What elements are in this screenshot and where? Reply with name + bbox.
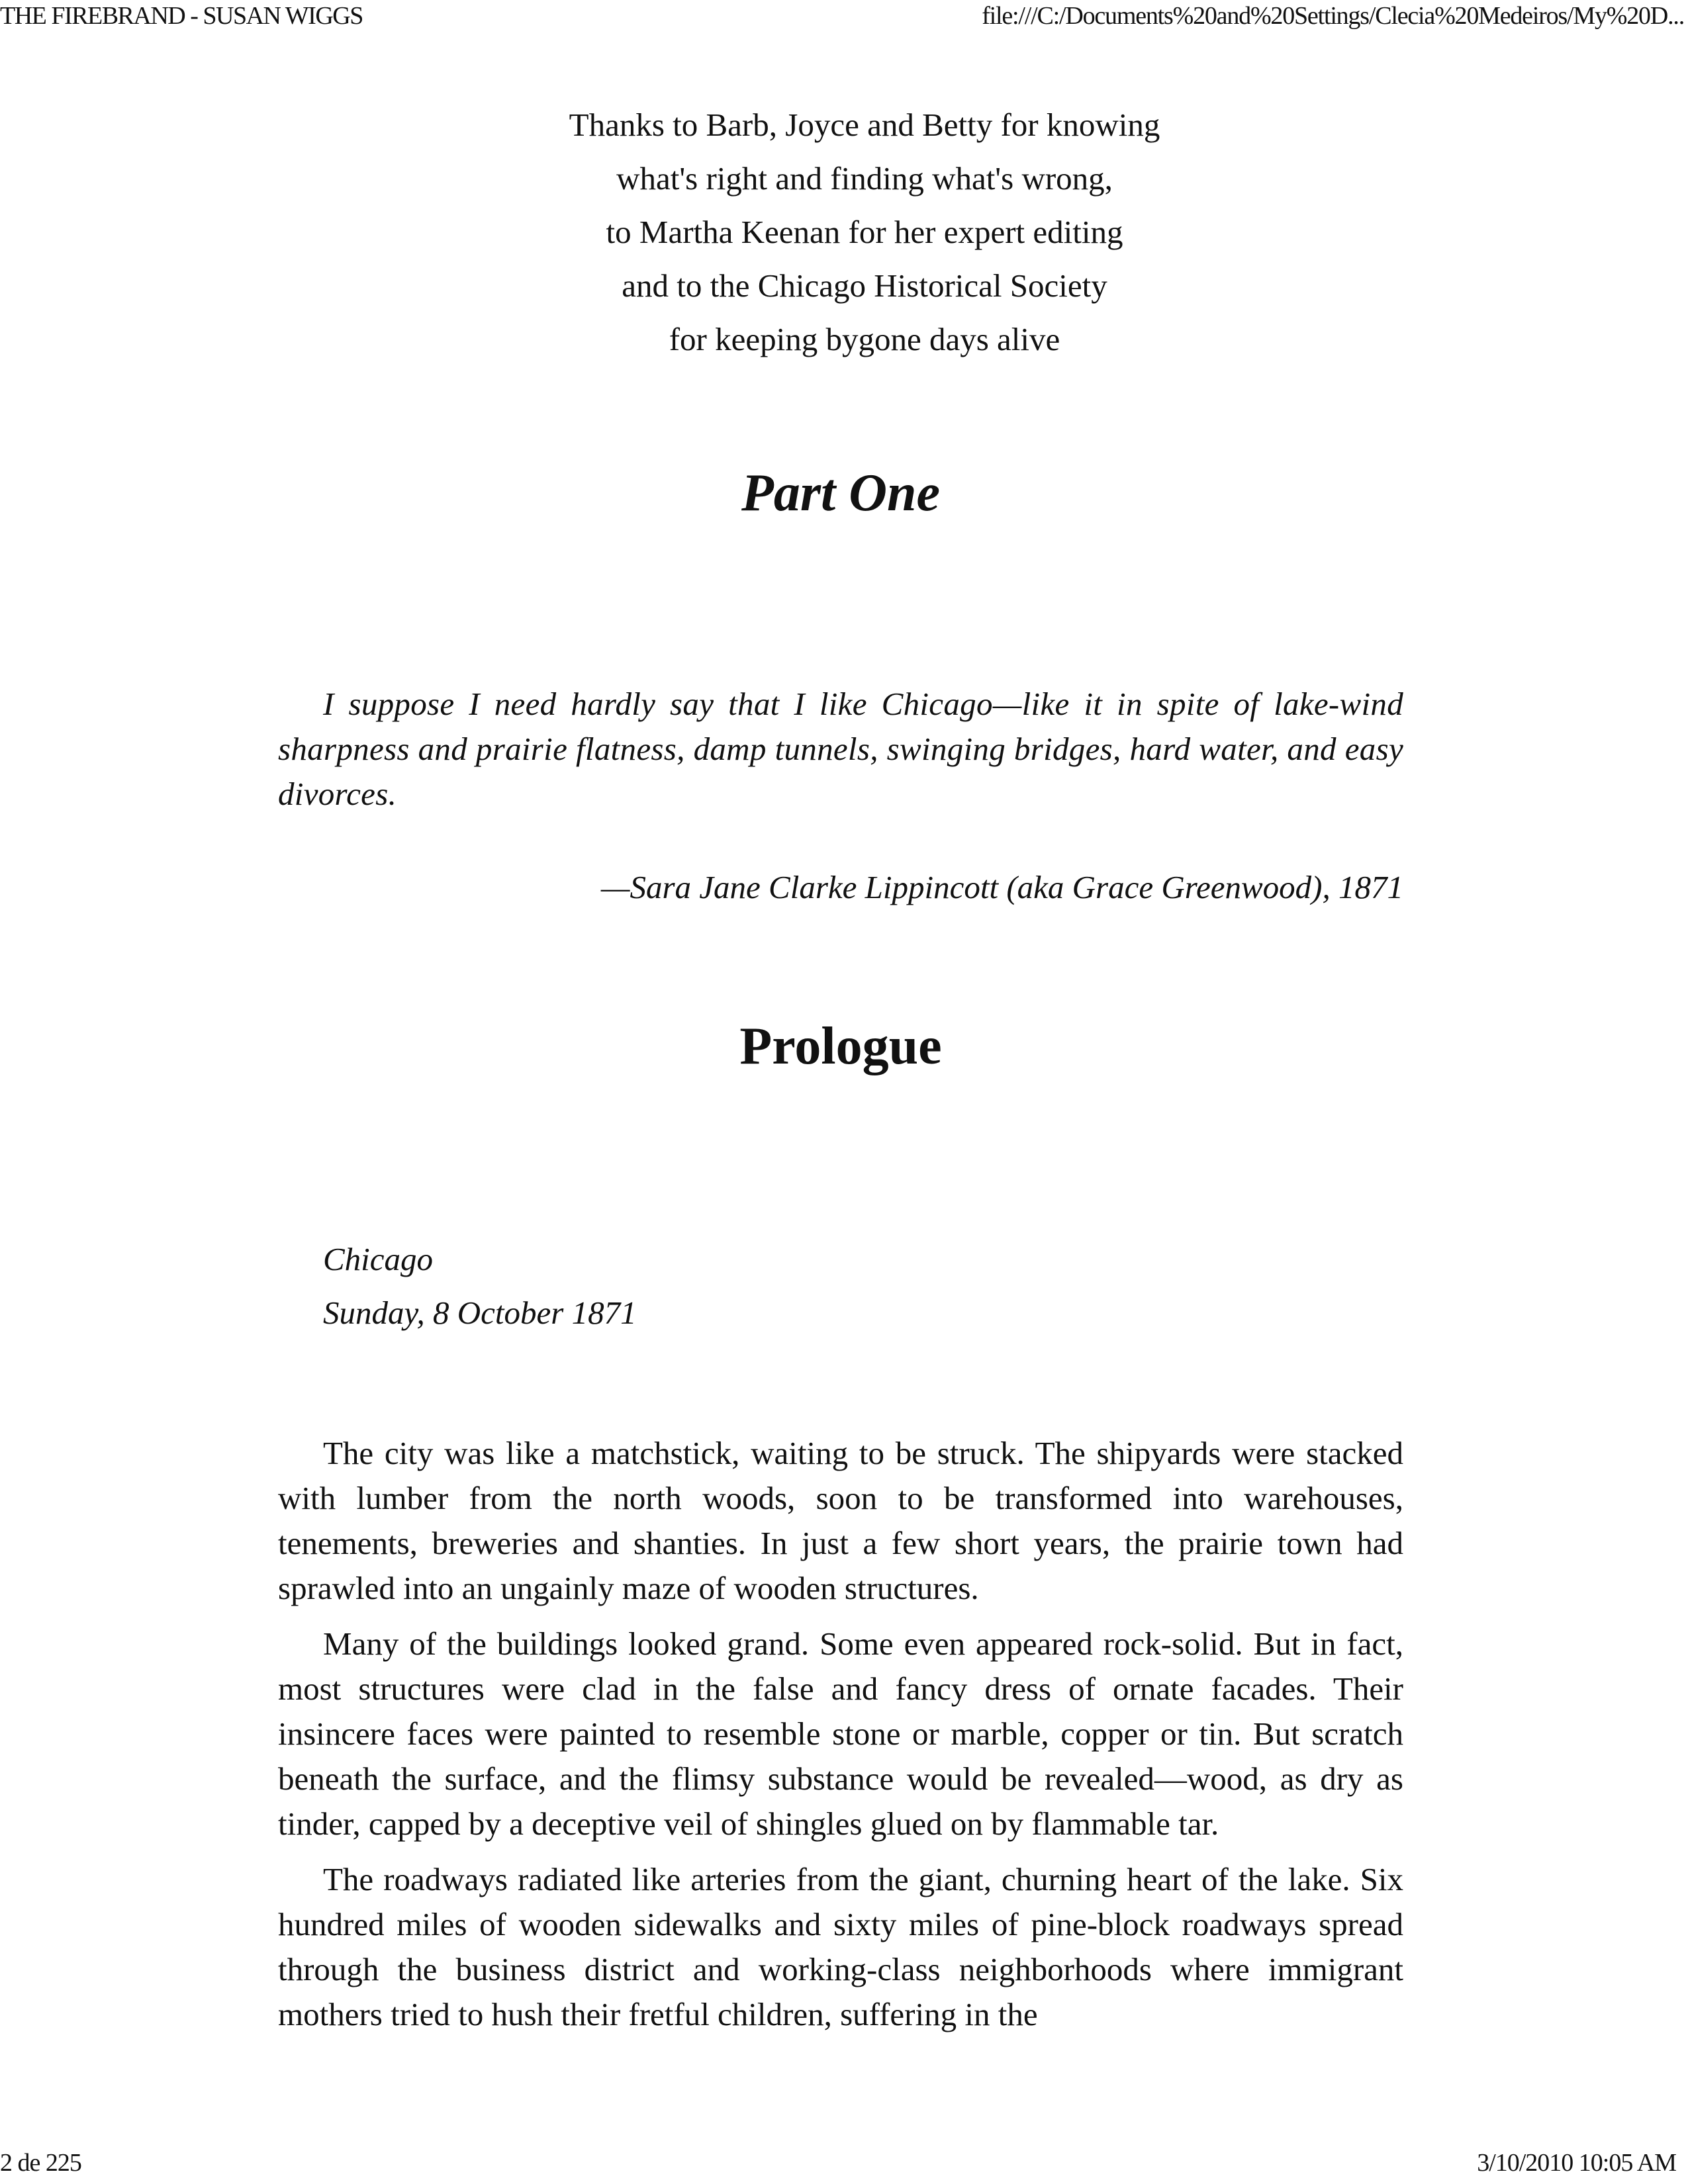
dedication-line: to Martha Keenan for her expert editing: [606, 214, 1123, 250]
dateline: [323, 1232, 637, 1340]
dedication-line: and to the Chicago Historical Society: [622, 267, 1107, 304]
print-footer-timestamp: 3/10/2010 10:05 AM: [1477, 2149, 1676, 2177]
prologue-title: Prologue: [739, 1017, 942, 1075]
part-title: Part One: [741, 464, 940, 522]
print-footer-page-indicator: 2 de 225: [0, 2149, 81, 2177]
dateline-place: Chicago: [323, 1241, 434, 1277]
body-paragraph: Many of the buildings looked grand. Some even appeared rock-solid. But in fact, most structures were clad in the false and fancy dress of ornate facades. Their insincere faces were painted to resemble stone or marble, copper or tin. But scratch beneath the surface, and the flimsy substance would be revealed—wood, as dry as tinder, capped by a deceptive veil of shingles glued on by flammable tar.: [278, 1625, 1403, 1842]
dateline-date: Sunday, 8 October 1871: [323, 1295, 637, 1331]
dedication: [278, 98, 1451, 366]
epigraph-attribution: —Sara Jane Clarke Lippincott (aka Grace Greenwood), 1871: [600, 869, 1403, 905]
dedication-line: what's right and finding what's wrong,: [616, 160, 1113, 197]
dedication-line: for keeping bygone days alive: [669, 321, 1060, 357]
epigraph-quote: I suppose I need hardly say that I like Chicago—like it in spite of lake-wind sharpness and prairie flatness, damp tunnels, swinging bridges, hard water, and easy divorces.: [278, 686, 1403, 812]
print-header-file-path: file:///C:/Documents%20and%20Settings/Clecia%20Medeiros/My%20D...: [982, 2, 1684, 30]
body-paragraph: The roadways radiated like arteries from the giant, churning heart of the lake. Six hundred miles of wooden sidewalks and sixty miles of pine-block roadways spread through the business district and working-class neighborhoods where immigrant mothers tried to hush their fretful children, suffering in the: [278, 1861, 1403, 2032]
prologue-body: [278, 1431, 1403, 2048]
print-header-title: THE FIREBRAND - SUSAN WIGGS: [0, 2, 363, 30]
body-paragraph: The city was like a matchstick, waiting to be struck. The shipyards were stacked with lumber from the north woods, soon to be transformed into warehouses, tenements, breweries and shanties. In just a few short years, the prairie town had sprawled into an ungainly maze of wooden structures.: [278, 1435, 1403, 1606]
dedication-line: Thanks to Barb, Joyce and Betty for knowing: [569, 107, 1160, 143]
